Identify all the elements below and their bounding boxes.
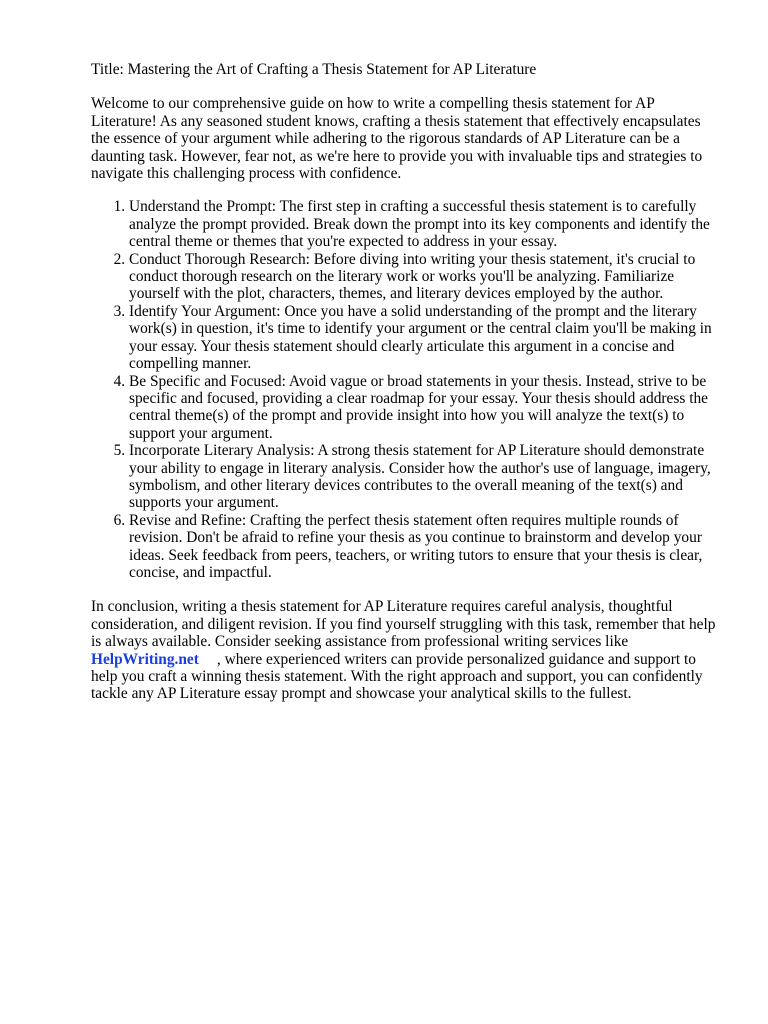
list-item: 3. Identify Your Argument: Once you have a solid understanding of the prompt and the literary work(s) in question, it's time to identify your argument or the central claim you'll be making in your essay. Your thesis statement should clearly articulate this argument in a concise and compelling manner. [129,303,721,373]
steps-list [91,198,721,581]
conclusion-text-after-link: , where experienced writers can provide personalized guidance and support to help you craft a winning thesis statement. With the right approach and support, you can confidently tackle any AP Literature essay prompt and showcase your analytical skills to the fullest. [91,650,703,703]
helpwriting-link[interactable]: HelpWriting.net [91,650,199,668]
list-item: 1. Understand the Prompt: The first step in crafting a successful thesis statement is to carefully analyze the prompt provided. Break down the prompt into its key components and identify the central theme or themes that you're expected to address in your essay. [129,198,721,250]
list-item: 2. Conduct Thorough Research: Before diving into writing your thesis statement, it's crucial to conduct thorough research on the literary work or works you'll be analyzing. Familiarize yourself with the plot, characters, themes, and literary devices employed by the author. [129,251,721,303]
document-page [91,61,721,703]
document-title: Title: Mastering the Art of Crafting a Thesis Statement for AP Literature [91,61,537,78]
conclusion-text-before-link: In conclusion, writing a thesis statement for AP Literature requires careful analysis, thoughtful consideration, and diligent revision. If you find yourself struggling with this task, remember that help is always available. Consider seeking assistance from professional writing services like [91,598,716,651]
list-item: 4. Be Specific and Focused: Avoid vague or broad statements in your thesis. Instead, strive to be specific and focused, providing a clear roadmap for your essay. Your thesis should address the central theme(s) of the prompt and provide insight into how you will analyze the text(s) to support your argument. [129,373,721,443]
list-item: 5. Incorporate Literary Analysis: A strong thesis statement for AP Literature should demonstrate your ability to engage in literary analysis. Consider how the author's use of language, imagery, symbolism, and other literary devices contributes to the overall meaning of the text(s) and supports your argument. [129,442,721,512]
list-item: 6. Revise and Refine: Crafting the perfect thesis statement often requires multiple rounds of revision. Don't be afraid to refine your thesis as you continue to brainstorm and develop your ideas. Seek feedback from peers, teachers, or writing tutors to ensure that your thesis is clear, concise, and impactful. [129,512,721,582]
conclusion-paragraph [91,598,721,702]
intro-paragraph: Welcome to our comprehensive guide on how to write a compelling thesis statement for AP Literature! As any seasoned student knows, crafting a thesis statement that effectively encapsulates the essence of your argument while adhering to the rigorous standards of AP Literature can be a daunting task. However, fear not, as we're here to provide you with invaluable tips and strategies to navigate this challenging process with confidence. [91,95,703,183]
